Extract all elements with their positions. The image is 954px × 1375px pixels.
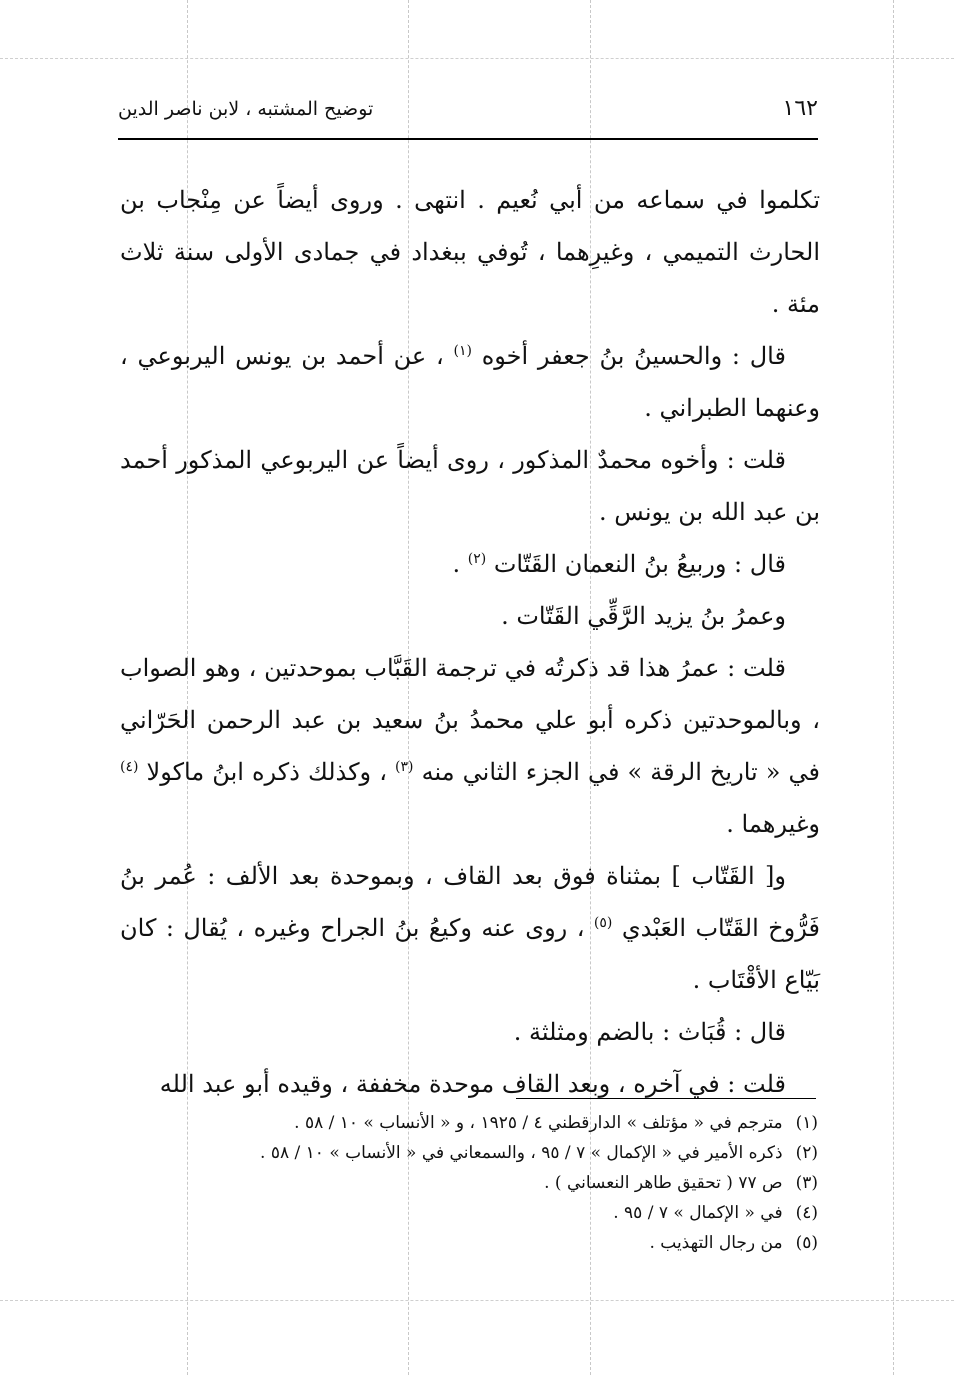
paragraph: و[ القَتّاب ] بمثناة فوق بعد القاف ، وبموحدة بعد الألف : عُمر بنُ فَرُّوخ القَتّاب العَبْدي $^{(٥)}$ ، روى عنه وكيعُ بنُ الجراح وغيره ، يُقال : كان بَيّاع الأقْتَاب .	[120, 862, 820, 994]
footnote-text: مترجم في « مؤتلف » الدارقطني ٤ / ١٩٢٥ ، و « الأنساب » ١٠ / ٥٨ .	[294, 1113, 783, 1133]
footnote	[150, 1168, 818, 1198]
footnote	[150, 1108, 818, 1138]
paragraph: قال : والحسينُ بنُ جعفر أخوه $^{(١)}$ ، عن أحمد بن يونس اليربوعي ، وعنهما الطبراني .	[120, 342, 820, 422]
footnote-marker[interactable]: (٢)	[467, 551, 487, 567]
scan-guide-line	[893, 0, 894, 1375]
footnote-text: في « الإكمال » ٧ / ٩٥ .	[613, 1203, 783, 1223]
main-text	[120, 174, 820, 1110]
footnote-marker[interactable]: (١)	[453, 343, 472, 359]
paragraph: تكلموا في سماعه من أبي نُعيم . انتهى . وروى أيضاً عن مِنْجاب بن الحارث التميمي ، وغيرِهما ، تُوفي ببغداد في جمادى الأولى سنة ثلاث مئة .	[120, 186, 820, 318]
paragraph: قال : وربيعُ بنُ النعمان القَتّات $^{(٢)}$ .	[452, 550, 786, 578]
footnote-text: من رجال التهذيب .	[649, 1233, 783, 1253]
paragraph: قلت : وأخوه محمدٌ المذكور ، روى أيضاً عن اليربوعي المذكور أحمد بن عبد الله بن يونس .	[120, 446, 820, 526]
page-header	[118, 96, 818, 130]
header-rule	[118, 138, 818, 140]
scan-guide-line	[0, 58, 954, 59]
footnote	[150, 1228, 818, 1258]
footnote-rule	[516, 1098, 816, 1099]
paragraph: قال : قُبَاث : بالضم ومثلثة .	[513, 1018, 786, 1046]
footnote-text: ص ٧٧ ( تحقيق طاهر النعساني ) .	[544, 1173, 783, 1193]
footnote-number: (١)	[795, 1113, 818, 1133]
page-number: ١٦٢	[782, 96, 818, 121]
paragraph: وعمرُ بنُ يزيد الرَّقِّي القَتّات .	[501, 602, 786, 630]
footnote-marker[interactable]: (٥)	[593, 915, 613, 931]
paragraph: قلت : عمرُ هذا قد ذكرتُه في ترجمة القَبَّاب بموحدتين ، وهو الصواب ، وبالموحدتين ذكره أبو علي محمدُ بنُ سعيد بن عبد الرحمن الحَرّاني في « تاريخ الرقة » في الجزء الثاني منه $^{(٣)}$ ، وكذلك ذكره ابنُ ماكولا $^{(٤)}$ وغيرهما .	[120, 654, 821, 838]
footnote-number: (٣)	[795, 1173, 818, 1193]
footnote-text: ذكره الأمير في « الإكمال » ٧ / ٩٥ ، والسمعاني في « الأنساب » ١٠ / ٥٨ .	[260, 1143, 783, 1163]
footnote-number: (٢)	[795, 1143, 818, 1163]
footnote-number: (٤)	[795, 1203, 818, 1223]
footnote-marker[interactable]: (٣)	[395, 759, 414, 775]
footnote-number: (٥)	[795, 1233, 818, 1253]
footnote	[150, 1138, 818, 1168]
paragraph: قلت : في آخره ، وبعد القاف موحدة مخففة ، وقيده أبو عبد الله	[159, 1070, 786, 1098]
footnotes	[150, 1108, 818, 1258]
running-title: توضيح المشتبه ، لابن ناصر الدين	[118, 98, 374, 120]
footnote-marker[interactable]: (٤)	[120, 759, 139, 775]
footnote	[150, 1198, 818, 1228]
scan-guide-line	[0, 1300, 954, 1301]
